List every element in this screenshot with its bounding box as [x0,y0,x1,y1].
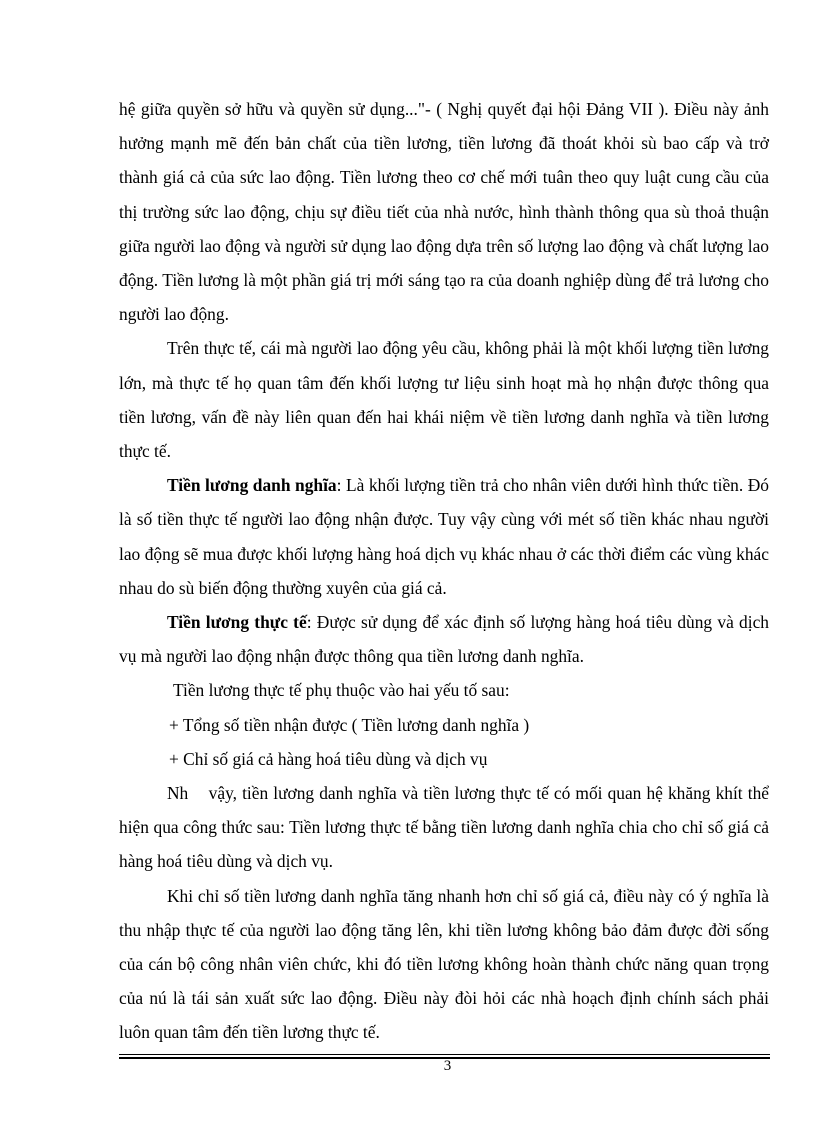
term-nominal-wage: Tiền lương danh nghĩa [167,475,337,496]
document-body [119,92,774,1050]
definition-real-wage: : Được sử dụng để xác định số lượng hàng hoá tiêu dùng và dịch vụ mà người lao động nhận được thông qua tiền lương danh nghĩa. [119,612,769,667]
paragraph-nominal-wage [119,468,769,605]
paragraph-factors-intro: Tiền lương thực tế phụ thuộc vào hai yếu tố sau: [173,680,510,701]
paragraph-conclusion: Khi chỉ số tiền lương danh nghĩa tăng nhanh hơn chỉ số giá cả, điều này có ý nghĩa là thu nhập thực tế của người lao động tăng lên, khi tiền lương không bảo đảm được đời sống của cán bộ công nhân viên chức, khi đó tiền lương không hoàn thành chức năng quan trọng của nú là tái sản xuất sức lao động. Điều này đòi hỏi các nhà hoạch định chính sách phải luôn quan tâm đến tiền lương thực tế. [119,885,769,1043]
term-real-wage: Tiền lương thực tế [167,612,307,633]
list-item-price-index: + Chỉ số giá cả hàng hoá tiêu dùng và dịch vụ [169,748,488,769]
footer-divider-thin [119,1054,770,1055]
paragraph-real-vs-nominal: Trên thực tế, cái mà người lao động yêu cầu, không phải là một khối lượng tiền lương lớn, mà thực tế họ quan tâm đến khối lượng tư liệu sinh hoạt mà họ nhận được thông qua tiền lương, vấn đề này liên quan đến hai khái niệm về tiền lương danh nghĩa và tiền lương thực tế. [119,338,769,462]
definition-nominal-wage: : Là khối lượng tiền trả cho nhân viên dưới hình thức tiền. Đó là số tiền thực tế người lao động nhận được. Tuy vậy cùng với mét số tiền khác nhau người lao động sẽ mua được khối lượng hàng hoá dịch vụ khác nhau ở các thời điểm các vùng khác nhau do sù biến động thường xuyên của giá cả. [119,475,769,598]
page-number: 3 [443,1058,452,1074]
list-item-total-money: + Tổng số tiền nhận được ( Tiền lương danh nghĩa ) [169,714,530,735]
paragraph-real-wage [119,605,769,673]
paragraph-formula: Nh vậy, tiền lương danh nghĩa và tiền lương thực tế có mối quan hệ khăng khít thể hiện qua công thức sau: Tiền lương thực tế bằng tiền lương danh nghĩa chia cho chỉ số giá cả hàng hoá tiêu dùng và dịch vụ. [119,783,774,872]
paragraph-intro-continuation: hệ giữa quyền sở hữu và quyền sử dụng..."- ( Nghị quyết đại hội Đảng VII ). Điều này ảnh hưởng mạnh mẽ đến bản chất của tiền lương, tiền lương đã thoát khỏi sù bao cấp và trở thành giá cả của sức lao động. Tiền lương theo cơ chế mới tuân theo quy luật cung cầu của thị trường sức lao động, chịu sự điều tiết của nhà nước, hình thành thông qua sù thoả thuận giữa người lao động và người sử dụng lao động dựa trên số lượng lao động và chất lượng lao động. Tiền lương là một phần giá trị mới sáng tạo ra của doanh nghiệp dùng để trả lương cho người lao động. [119,99,769,325]
